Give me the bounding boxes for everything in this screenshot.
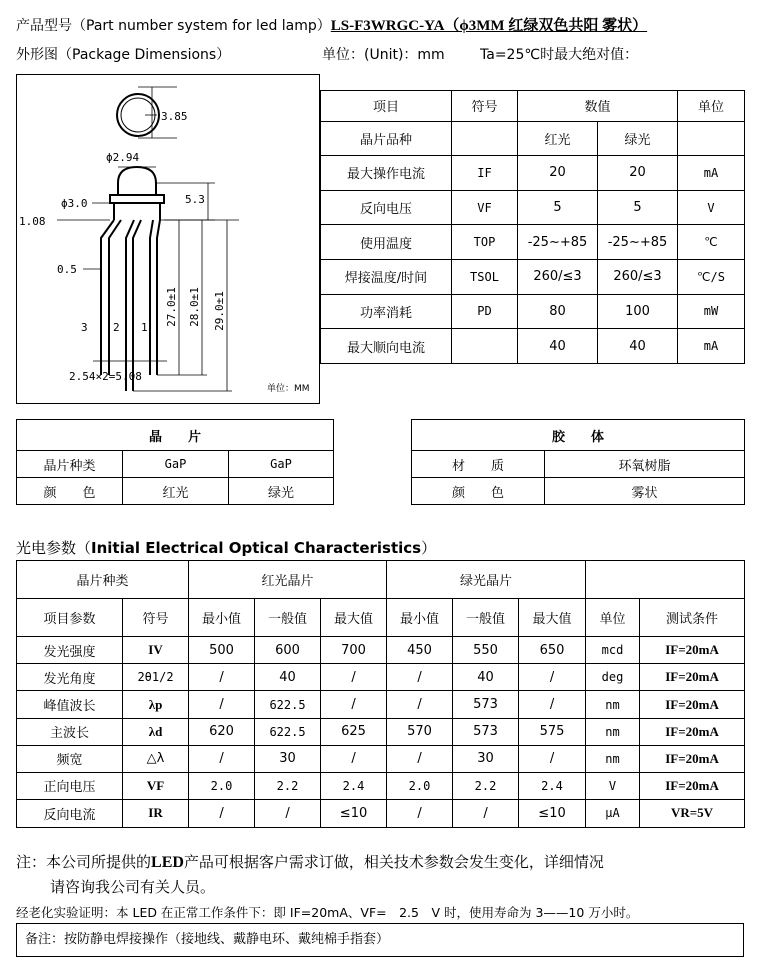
optical-red-typ: 2.2: [255, 772, 321, 799]
table-row: [17, 799, 745, 827]
part-number-value: LS-F3WRGC-YA（ϕ3MM 红绿双色共阳 雾状）: [330, 18, 648, 34]
optical-unit: nm: [586, 745, 640, 772]
note-prefix: 注：本公司所提供的: [16, 853, 152, 871]
optical-symbol: IR: [123, 799, 189, 827]
lead-1-inner: [157, 220, 160, 375]
abs-max-header-symbol: 符号: [452, 91, 518, 122]
package-dimensions-label-english: Package Dimensions: [72, 47, 217, 63]
ambient-temp-label: Ta=25℃时最大绝对值：: [480, 47, 639, 63]
abs-max-unit: ℃/S: [678, 260, 745, 295]
chip-color-green: 绿光: [229, 478, 334, 505]
optical-unit: nm: [586, 691, 640, 718]
abs-max-item: 功率消耗: [321, 294, 452, 329]
dim-phi-2-94: ϕ2.94: [106, 151, 140, 164]
chip-type-label: 晶片种类: [17, 451, 123, 478]
optical-red-typ: /: [255, 799, 321, 827]
optical-unit: V: [586, 772, 640, 799]
abs-max-symbol: [452, 121, 518, 156]
lead-1-outer: [150, 220, 153, 375]
dim-pitch: 2.54×2=5.08: [69, 370, 142, 383]
optical-symbol: △λ: [123, 745, 189, 772]
optical-header-row: [17, 599, 745, 637]
table-row: [321, 294, 745, 329]
table-row: [17, 745, 745, 772]
colloid-color-value: 雾状: [545, 478, 745, 505]
abs-max-unit: ℃: [678, 225, 745, 260]
optical-symbol: λp: [123, 691, 189, 718]
optical-green-max: /: [519, 664, 586, 691]
abs-max-green: 绿光: [598, 121, 678, 156]
lead-2-inner: [133, 220, 141, 391]
chip-table: [16, 419, 334, 505]
optical-green-min: 450: [387, 637, 453, 664]
abs-max-header-item: 项目: [321, 91, 452, 122]
optical-condition: IF=20mA: [640, 718, 745, 745]
optical-unit: deg: [586, 664, 640, 691]
abs-max-red: 40: [518, 329, 598, 364]
abs-max-table: [320, 90, 745, 364]
pin-label-1: 1: [141, 321, 148, 334]
abs-max-item: 使用温度: [321, 225, 452, 260]
optical-condition: IF=20mA: [640, 691, 745, 718]
package-dimensions-title: [16, 44, 230, 64]
package-drawing: [16, 74, 320, 404]
colloid-material-value: 环氧树脂: [545, 451, 745, 478]
optical-red-typ: 622.5: [255, 691, 321, 718]
abs-max-green: 260/≤3: [598, 260, 678, 295]
chip-color-label: 颜 色: [17, 478, 123, 505]
package-dimension-diagram: [17, 75, 319, 403]
optical-green-max: /: [519, 691, 586, 718]
optical-red-min: /: [189, 691, 255, 718]
optical-header-red-max: 最大值: [321, 599, 387, 637]
optical-title-cn: 光电参数（: [16, 539, 92, 557]
table-row: [17, 691, 745, 718]
abs-max-unit: mW: [678, 294, 745, 329]
optical-group-empty: [586, 561, 745, 599]
optical-green-min: /: [387, 799, 453, 827]
optical-title-en: Initial Electrical Optical Characteristics: [91, 539, 422, 557]
led-dome: [118, 167, 156, 195]
remark-text: 备注：按防静电焊接操作（接地线、戴静电环、戴纯棉手指套）: [25, 932, 390, 947]
chip-type-red: GaP: [123, 451, 229, 478]
abs-max-symbol: [452, 329, 518, 364]
optical-green-min: 2.0: [387, 772, 453, 799]
part-number-label-english: Part number system for led lamp: [86, 18, 317, 34]
abs-max-header-unit: 单位: [678, 91, 745, 122]
package-dimensions-label: 外形图（: [16, 47, 72, 63]
drawing-unit-note: 单位：MM: [267, 384, 310, 394]
optical-header-param: 项目参数: [17, 599, 123, 637]
optical-header-green-max: 最大值: [519, 599, 586, 637]
abs-max-red: -25~+85: [518, 225, 598, 260]
abs-max-red: 80: [518, 294, 598, 329]
optical-red-min: /: [189, 799, 255, 827]
table-row: [321, 225, 745, 260]
colloid-title: 胶 体: [412, 420, 745, 451]
abs-max-green: 20: [598, 156, 678, 191]
note-led: LED: [151, 854, 184, 871]
optical-condition: IF=20mA: [640, 745, 745, 772]
dim-3-85: 3.85: [161, 110, 188, 123]
table-row: [412, 451, 745, 478]
optical-param: 正向电压: [17, 772, 123, 799]
optical-param: 峰值波长: [17, 691, 123, 718]
optical-red-max: /: [321, 745, 387, 772]
abs-max-red: 20: [518, 156, 598, 191]
customization-note-line1: [16, 850, 751, 875]
optical-header-green-typ: 一般值: [453, 599, 519, 637]
abs-max-unit: mA: [678, 329, 745, 364]
abs-max-symbol: IF: [452, 156, 518, 191]
abs-max-header-value: 数值: [518, 91, 678, 122]
optical-header-red-min: 最小值: [189, 599, 255, 637]
optical-header-condition: 测试条件: [640, 599, 745, 637]
optical-green-typ: 2.2: [453, 772, 519, 799]
abs-max-symbol: TOP: [452, 225, 518, 260]
optical-condition: IF=20mA: [640, 637, 745, 664]
optical-green-typ: 573: [453, 718, 519, 745]
abs-max-symbol: TSOL: [452, 260, 518, 295]
optical-red-min: /: [189, 664, 255, 691]
optical-green-min: /: [387, 691, 453, 718]
colloid-material-label: 材 质: [412, 451, 545, 478]
dim-phi-3-0: ϕ3.0: [61, 197, 88, 210]
customization-note: [16, 850, 751, 899]
table-row: [17, 451, 334, 478]
optical-green-typ: 30: [453, 745, 519, 772]
optical-green-min: /: [387, 745, 453, 772]
optical-table: [16, 560, 745, 828]
remark-box: [16, 923, 744, 957]
chip-type-green: GaP: [229, 451, 334, 478]
table-row: [321, 329, 745, 364]
optical-header-symbol: 符号: [123, 599, 189, 637]
abs-max-red: 260/≤3: [518, 260, 598, 295]
abs-max-unit: [678, 121, 745, 156]
chip-title: 晶 片: [17, 420, 334, 451]
unit-label: 单位：(Unit)：mm: [322, 47, 445, 63]
abs-max-symbol: VF: [452, 190, 518, 225]
optical-header-green-min: 最小值: [387, 599, 453, 637]
optical-red-max: ≤10: [321, 799, 387, 827]
optical-red-max: 2.4: [321, 772, 387, 799]
optical-symbol: VF: [123, 772, 189, 799]
abs-max-item: 最大顺向电流: [321, 329, 452, 364]
abs-max-item: 反向电压: [321, 190, 452, 225]
optical-group-chip: 晶片种类: [17, 561, 189, 599]
table-row: [17, 637, 745, 664]
abs-max-header-row: [321, 91, 745, 122]
dim-29-0: 29.0±1: [213, 291, 226, 331]
abs-max-red: 红光: [518, 121, 598, 156]
optical-param: 发光强度: [17, 637, 123, 664]
package-dimensions-label-close: ）: [216, 47, 231, 63]
optical-unit: mcd: [586, 637, 640, 664]
abs-max-red: 5: [518, 190, 598, 225]
optical-param: 反向电流: [17, 799, 123, 827]
optical-red-max: /: [321, 664, 387, 691]
dim-1-08: 1.08: [19, 215, 46, 228]
chip-color-red: 红光: [123, 478, 229, 505]
optical-red-min: 620: [189, 718, 255, 745]
abs-max-symbol: PD: [452, 294, 518, 329]
optical-condition: VR=5V: [640, 799, 745, 827]
dim-0-5: 0.5: [57, 263, 77, 276]
optical-green-typ: 573: [453, 691, 519, 718]
abs-max-item: 焊接温度/时间: [321, 260, 452, 295]
aging-note: 经老化实验证明：本 LED 在正常工作条件下：即 IF=20mA、VF= 2.5 V 时，使用寿命为 3——10 万小时。: [16, 905, 639, 920]
optical-red-typ: 40: [255, 664, 321, 691]
abs-max-item: 最大操作电流: [321, 156, 452, 191]
optical-green-max: 2.4: [519, 772, 586, 799]
abs-max-green: 5: [598, 190, 678, 225]
optical-title: [16, 537, 436, 558]
optical-param: 发光角度: [17, 664, 123, 691]
optical-symbol: 2θ1/2: [123, 664, 189, 691]
optical-green-typ: 40: [453, 664, 519, 691]
optical-green-max: ≤10: [519, 799, 586, 827]
optical-group-row: [17, 561, 745, 599]
optical-header-unit: 单位: [586, 599, 640, 637]
optical-title-close: ）: [421, 539, 437, 557]
optical-red-max: 625: [321, 718, 387, 745]
optical-group-red: 红光晶片: [189, 561, 387, 599]
optical-param: 频宽: [17, 745, 123, 772]
abs-max-green: -25~+85: [598, 225, 678, 260]
dim-27-0: 27.0±1: [165, 287, 178, 327]
optical-unit: nm: [586, 718, 640, 745]
led-flange: [110, 195, 164, 203]
optical-green-min: /: [387, 664, 453, 691]
optical-green-max: 575: [519, 718, 586, 745]
optical-red-min: /: [189, 745, 255, 772]
optical-red-typ: 600: [255, 637, 321, 664]
abs-max-unit: mA: [678, 156, 745, 191]
table-row: [17, 772, 745, 799]
optical-header-red-typ: 一般值: [255, 599, 321, 637]
optical-condition: IF=20mA: [640, 664, 745, 691]
optical-red-typ: 30: [255, 745, 321, 772]
abs-max-unit: V: [678, 190, 745, 225]
dim-5-3: 5.3: [185, 193, 205, 206]
table-row: [321, 121, 745, 156]
pin-label-2: 2: [113, 321, 120, 334]
table-row: [412, 478, 745, 505]
table-row: [321, 190, 745, 225]
optical-green-max: /: [519, 745, 586, 772]
abs-max-green: 40: [598, 329, 678, 364]
optical-red-min: 2.0: [189, 772, 255, 799]
table-row: [17, 478, 334, 505]
optical-green-max: 650: [519, 637, 586, 664]
dim-28-0: 28.0±1: [188, 287, 201, 327]
lead-3-inner: [109, 220, 121, 375]
table-row: [321, 260, 745, 295]
optical-symbol: λd: [123, 718, 189, 745]
optical-green-min: 570: [387, 718, 453, 745]
optical-unit: μA: [586, 799, 640, 827]
part-number-label: 产品型号（: [16, 18, 86, 34]
abs-max-item: 晶片品种: [321, 121, 452, 156]
optical-green-typ: 550: [453, 637, 519, 664]
optical-red-typ: 622.5: [255, 718, 321, 745]
optical-condition: IF=20mA: [640, 772, 745, 799]
optical-param: 主波长: [17, 718, 123, 745]
colloid-color-label: 颜 色: [412, 478, 545, 505]
optical-red-max: 700: [321, 637, 387, 664]
optical-group-green: 绿光晶片: [387, 561, 586, 599]
table-row: [17, 718, 745, 745]
pin-label-3: 3: [81, 321, 88, 334]
optical-green-typ: /: [453, 799, 519, 827]
part-number-label-close: ）: [316, 18, 331, 34]
table-row: [17, 664, 745, 691]
part-number-line: [16, 14, 647, 35]
table-row: [321, 156, 745, 191]
optical-red-max: /: [321, 691, 387, 718]
optical-red-min: 500: [189, 637, 255, 664]
customization-note-line2: 请咨询我公司有关人员。: [50, 878, 216, 896]
colloid-table: [411, 419, 745, 505]
note-rest: 产品可根据客户需求订做，相关技术参数会发生变化，详细情况: [183, 853, 604, 871]
lead-3-outer: [101, 220, 114, 375]
optical-symbol: IV: [123, 637, 189, 664]
abs-max-green: 100: [598, 294, 678, 329]
